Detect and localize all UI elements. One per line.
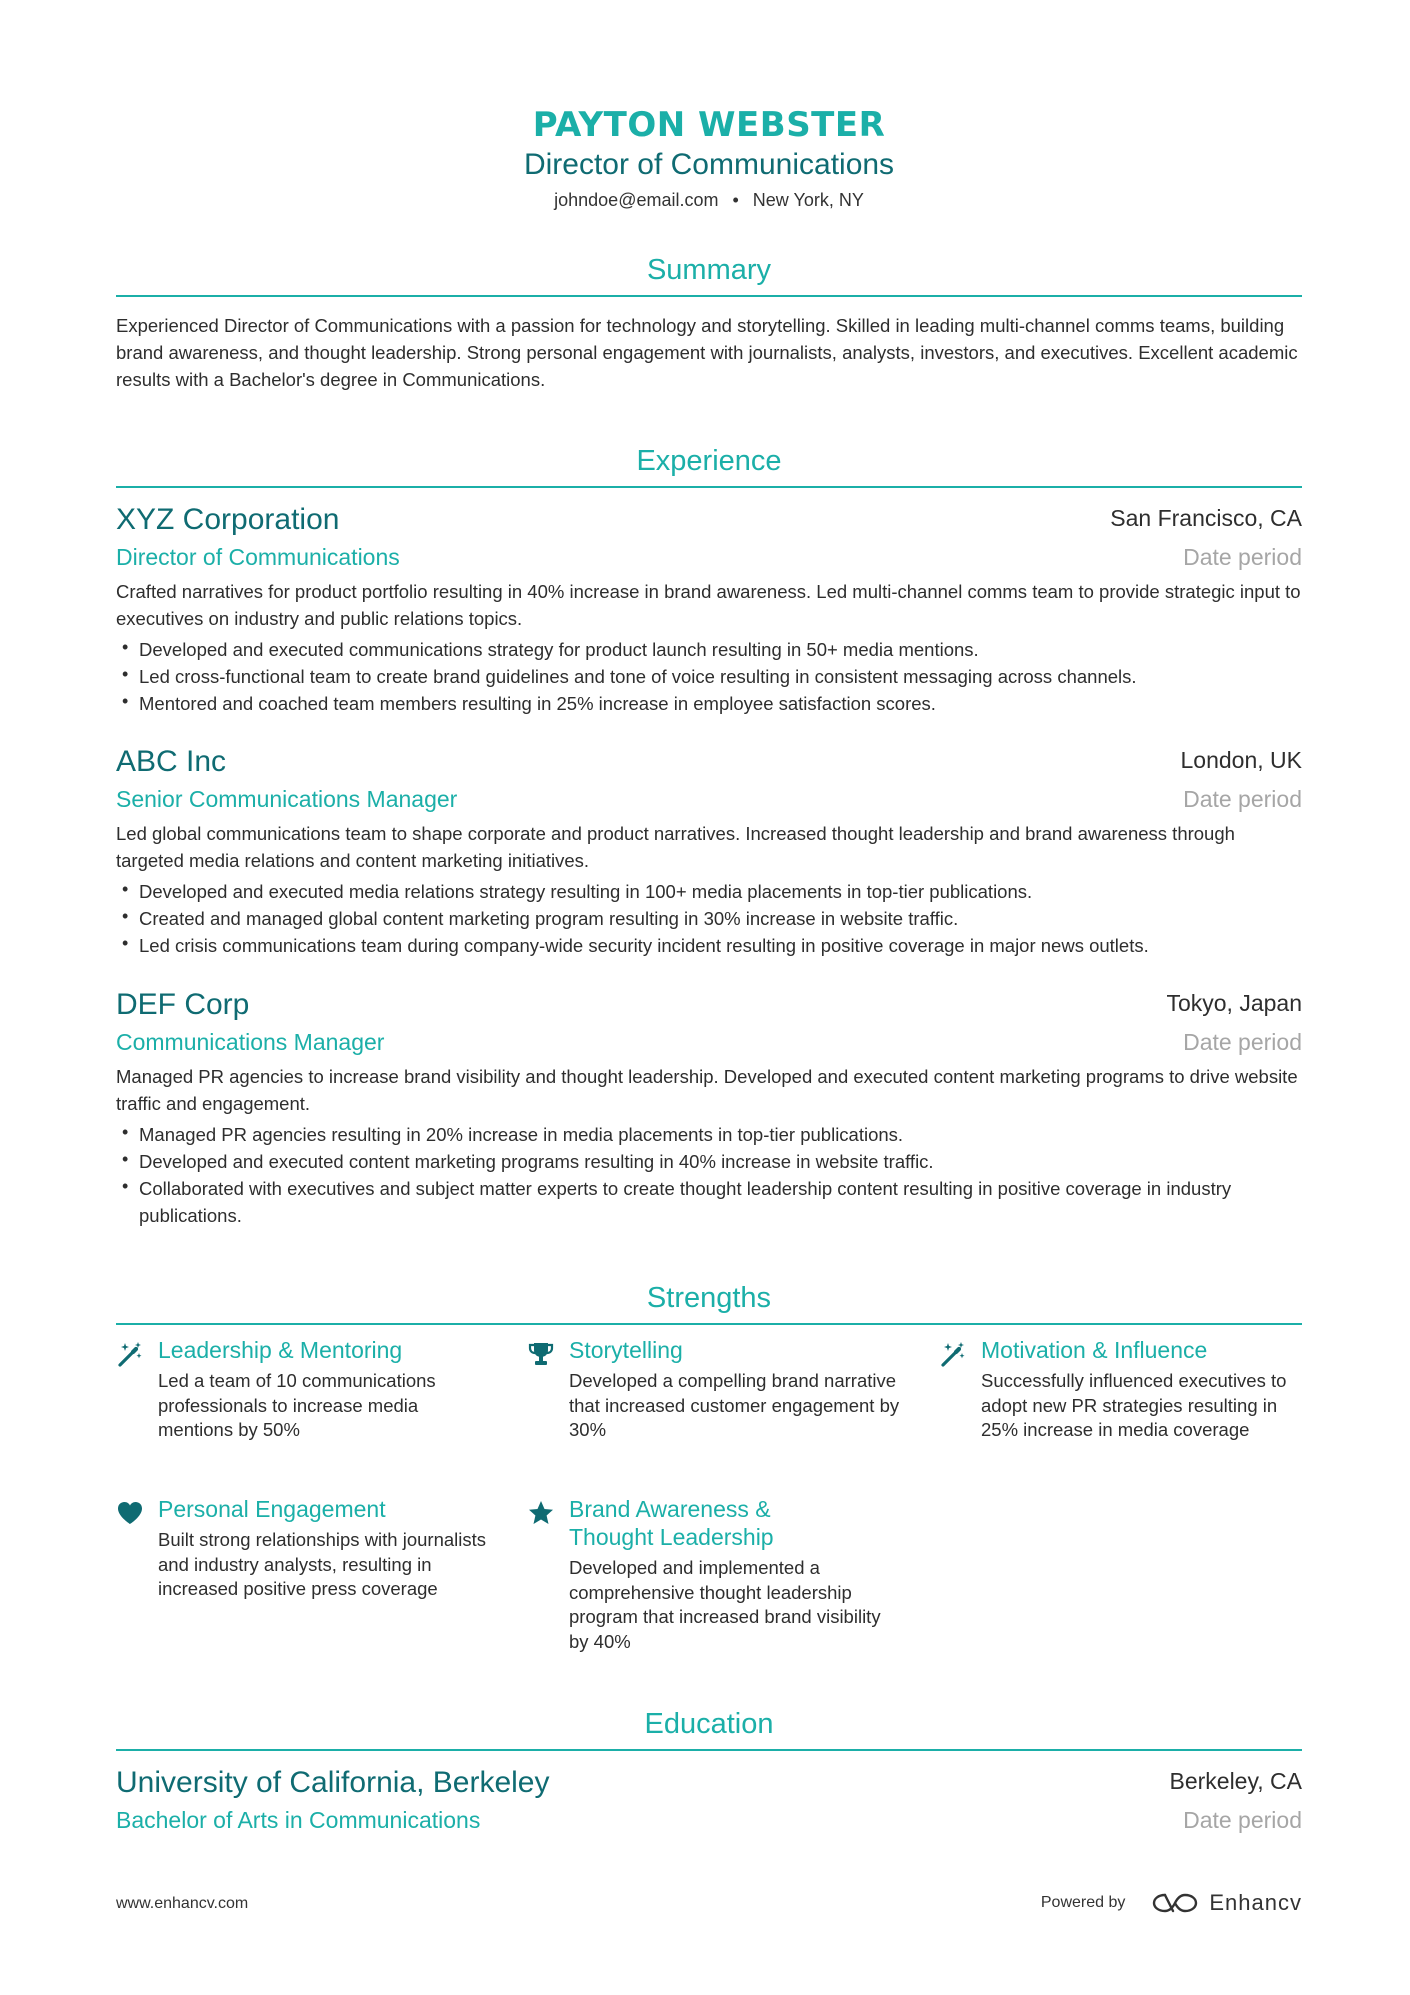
strength-description: Built strong relationships with journalists and industry analysts, resulting in increased positive press coverage [158, 1529, 487, 1599]
job-role: Director of Communications [116, 544, 400, 570]
job-company: DEF Corp [116, 988, 250, 1021]
education-date: Date period [1183, 1807, 1302, 1833]
strength-title: Storytelling [569, 1337, 683, 1363]
job-location: London, UK [1180, 747, 1302, 773]
job-bullet: • Developed and executed content marketing programs resulting in 40% increase in website traffic. [116, 1148, 1302, 1175]
heart-icon [116, 1499, 144, 1527]
strengths-divider [116, 1323, 1302, 1325]
job-entry [116, 985, 1302, 1229]
powered-by-label: Powered by [1040, 1894, 1126, 1911]
job-entry [116, 500, 1302, 717]
experience-divider [116, 486, 1302, 488]
job-role: Senior Communications Manager [116, 786, 458, 812]
job-bullet: • Created and managed global content marketing program resulting in 30% increase in website traffic. [116, 905, 1302, 932]
education-school: University of California, Berkeley [116, 1766, 550, 1799]
job-description: Managed PR agencies to increase brand visibility and thought leadership. Developed and executed content marketing programs to drive website traffic and engagement. [116, 1066, 1298, 1114]
footer-branding [1041, 1886, 1302, 1920]
summary-heading: Summary [646, 254, 772, 286]
strength-item [527, 1336, 907, 1443]
strength-title: Personal Engagement [158, 1496, 386, 1522]
contact-email[interactable]: johndoe@email.com [554, 190, 719, 210]
strength-title: Motivation & Influence [981, 1337, 1208, 1363]
strength-description: Developed and implemented a comprehensive thought leadership program that increased brand visibility by 40% [569, 1557, 881, 1652]
education-divider [116, 1749, 1302, 1751]
job-location: Tokyo, Japan [1166, 990, 1302, 1016]
magic-wand-icon [939, 1340, 967, 1368]
strength-title: Brand Awareness & Thought Leadership [569, 1496, 774, 1550]
summary-text: Experienced Director of Communications with a passion for technology and storytelling. Skilled in leading multi-channel comms teams, building brand awareness, and thought leadership. Strong personal engagement with journalists, analysts, investors, and executives. Excellent academic results with a Bachelor's degree in Communications. [116, 315, 1298, 390]
job-location: San Francisco, CA [1110, 505, 1302, 531]
job-description: Crafted narratives for product portfolio resulting in 40% increase in brand awareness. Led multi-channel comms team to provide strategic input to executives on industry and public relations topics. [116, 581, 1301, 629]
strengths-heading: Strengths [646, 1282, 772, 1314]
job-bullets [116, 1121, 1302, 1229]
job-bullet: • Led crisis communications team during company-wide security incident resulting in positive coverage in major news outlets. [116, 932, 1302, 959]
contact-line [116, 187, 1302, 213]
strength-item [527, 1495, 887, 1654]
summary-divider [116, 295, 1302, 297]
job-bullets [116, 878, 1302, 959]
trophy-icon [527, 1340, 555, 1368]
education-heading: Education [644, 1708, 774, 1740]
job-company: ABC Inc [116, 745, 227, 778]
job-company: XYZ Corporation [116, 503, 340, 536]
job-bullet: • Mentored and coached team members resulting in 25% increase in employee satisfaction scores. [116, 690, 1302, 717]
strength-description: Developed a compelling brand narrative that increased customer engagement by 30% [569, 1370, 900, 1440]
job-entry [116, 742, 1302, 959]
job-description: Led global communications team to shape corporate and product narratives. Increased thought leadership and brand awareness through targeted media relations and content marketing initiatives. [116, 823, 1235, 871]
strength-item [116, 1336, 496, 1443]
star-icon [527, 1499, 555, 1527]
footer-website[interactable]: www.enhancv.com [116, 1895, 249, 1912]
experience-heading: Experience [636, 445, 782, 477]
enhancv-logo-icon[interactable] [1151, 1890, 1199, 1916]
strength-description: Led a team of 10 communications professionals to increase media mentions by 50% [158, 1370, 436, 1440]
job-date: Date period [1183, 786, 1302, 812]
magic-wand-icon [116, 1340, 144, 1368]
job-bullet: • Collaborated with executives and subject matter experts to create thought leadership content resulting in positive coverage in industry publications. [116, 1175, 1302, 1229]
job-bullet: • Developed and executed media relations strategy resulting in 100+ media placements in top-tier publications. [116, 878, 1302, 905]
education-entry [116, 1763, 1302, 1837]
job-date: Date period [1183, 1029, 1302, 1055]
brand-name[interactable]: Enhancv [1209, 1890, 1302, 1915]
strength-item [939, 1336, 1319, 1443]
contact-location: New York, NY [752, 190, 864, 210]
job-bullet: • Managed PR agencies resulting in 20% increase in media placements in top-tier publications. [116, 1121, 1302, 1148]
job-bullet: • Led cross-functional team to create brand guidelines and tone of voice resulting in consistent messaging across channels. [116, 663, 1302, 690]
contact-separator: • [732, 190, 739, 210]
job-role: Communications Manager [116, 1029, 385, 1055]
job-date: Date period [1183, 544, 1302, 570]
job-bullet: • Developed and executed communications strategy for product launch resulting in 50+ media mentions. [116, 636, 1302, 663]
candidate-name: PAYTON WEBSTER [532, 105, 886, 145]
strength-title: Leadership & Mentoring [158, 1337, 403, 1363]
candidate-title: Director of Communications [523, 148, 895, 181]
education-degree: Bachelor of Arts in Communications [116, 1807, 481, 1833]
strength-description: Successfully influenced executives to adopt new PR strategies resulting in 25% increase in media coverage [981, 1370, 1287, 1440]
education-location: Berkeley, CA [1169, 1768, 1302, 1794]
resume-header [116, 103, 1302, 213]
job-bullets [116, 636, 1302, 717]
strength-item [116, 1495, 496, 1602]
